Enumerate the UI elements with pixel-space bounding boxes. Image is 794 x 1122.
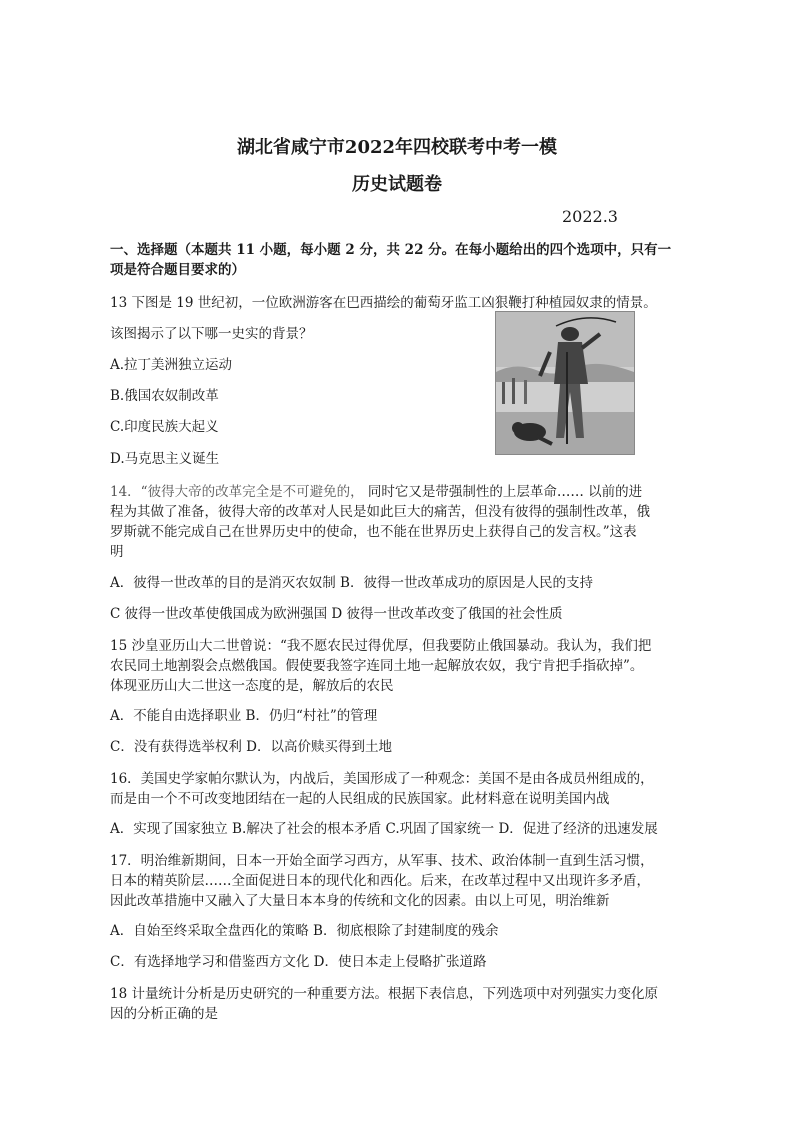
q13-option-a: A.拉丁美洲独立运动 <box>110 357 233 373</box>
q13-option-c: C.印度民族大起义 <box>110 419 219 435</box>
q15-line1: 15 沙皇亚历山大二世曾说：“我不愿农民过得优厚，但我要防止俄国暴动。我认为，我们把 <box>110 638 652 654</box>
q17-line3: 因此改革措施中又融入了大量日本本身的传统和文化的因素。由以上可见，明治维新 <box>110 893 610 909</box>
q17-line1: 17．明治维新期间，日本一开始全面学习西方，从军事、技术、政治体制一直到生活习惯， <box>110 853 654 869</box>
q15-line2: 农民同土地割裂会点燃俄国。假使要我签字连同土地一起解放农奴，我宁肯把手指砍掉”。 <box>110 658 644 674</box>
q15-options-cd: C．没有获得选举权利 D．以高价赎买得到土地 <box>110 739 392 755</box>
q14-line1-rest: 同时它又是带强制性的上层革命…… 以前的进 <box>367 484 643 500</box>
q14-line4: 明 <box>110 544 124 560</box>
q15-options-ab: A．不能自由选择职业 B．仍归“村社”的管理 <box>110 708 378 724</box>
q14-options-cd: C 彼得一世改革使俄国成为欧洲强国 D 彼得一世改革改变了俄国的社会性质 <box>110 606 563 622</box>
q16-line1: 16．美国史学家帕尔默认为，内战后，美国形成了一种观念：美国不是由各成员州组成的， <box>110 771 654 787</box>
q13-option-d: D.马克思主义诞生 <box>110 451 220 467</box>
q16-line2: 而是由一个不可改变地团结在一起的人民组成的民族国家。此材料意在说明美国内战 <box>110 791 610 807</box>
q14-options-ab: A．彼得一世改革的目的是消灭农奴制 B．彼得一世改革成功的原因是人民的支持 <box>110 575 593 591</box>
q17-options-ab: A．自始至终采取全盘西化的策略 B．彻底根除了封建制度的残余 <box>110 923 499 939</box>
q14-line2: 程为其做了准备，彼得大帝的改革对人民是如此巨大的痛苦，但没有彼得的强制性改革，俄 <box>110 504 650 520</box>
q15-line3: 体现亚历山大二世这一态度的是，解放后的农民 <box>110 678 394 694</box>
q14-line1 <box>110 482 642 502</box>
q14-quote-lead: 14．“彼得大帝的改革完全是不可避免的， <box>110 484 364 500</box>
q13-option-b: B.俄国农奴制改革 <box>110 388 219 404</box>
q16-options: A．实现了国家独立 B.解决了社会的根本矛盾 C.巩固了国家统一 D．促进了经济的迅速发展 <box>110 821 658 837</box>
q18-line2: 因的分析正确的是 <box>110 1006 218 1022</box>
q14-line3: 罗斯就不能完成自己在世界历史中的使命，也不能在世界历史上获得自己的发言权。”这表 <box>110 524 637 540</box>
q18-line1: 18 计量统计分析是历史研究的一种重要方法。根据下表信息，下列选项中对列强实力变化原 <box>110 986 658 1002</box>
q13-stem-line2: 该图揭示了以下哪一史实的背景？ <box>110 326 313 342</box>
q17-line2: 日本的精英阶层……全面促进日本的现代化和西化。后来，在改革过程中又出现许多矛盾， <box>110 873 650 889</box>
slave-whipping-illustration <box>495 311 635 455</box>
exam-date: 2022.3 <box>562 207 618 226</box>
q13-stem-line1: 13 下图是 19 世纪初，一位欧洲游客在巴西描绘的葡萄牙监工凶狠鞭打种植园奴隶的情景。 <box>110 295 657 311</box>
page-title: 湖北省咸宁市2022年四校联考中考一模 <box>236 137 558 158</box>
page-subtitle: 历史试题卷 <box>352 174 442 195</box>
section-heading-line1: 一、选择题（本题共 11 小题，每小题 2 分，共 22 分。在每小题给出的四个选项中，只有一 <box>110 242 672 258</box>
section-heading-line2: 项是符合题目要求的） <box>110 262 245 278</box>
q17-options-cd: C．有选择地学习和借鉴西方文化 D．使日本走上侵略扩张道路 <box>110 954 487 970</box>
